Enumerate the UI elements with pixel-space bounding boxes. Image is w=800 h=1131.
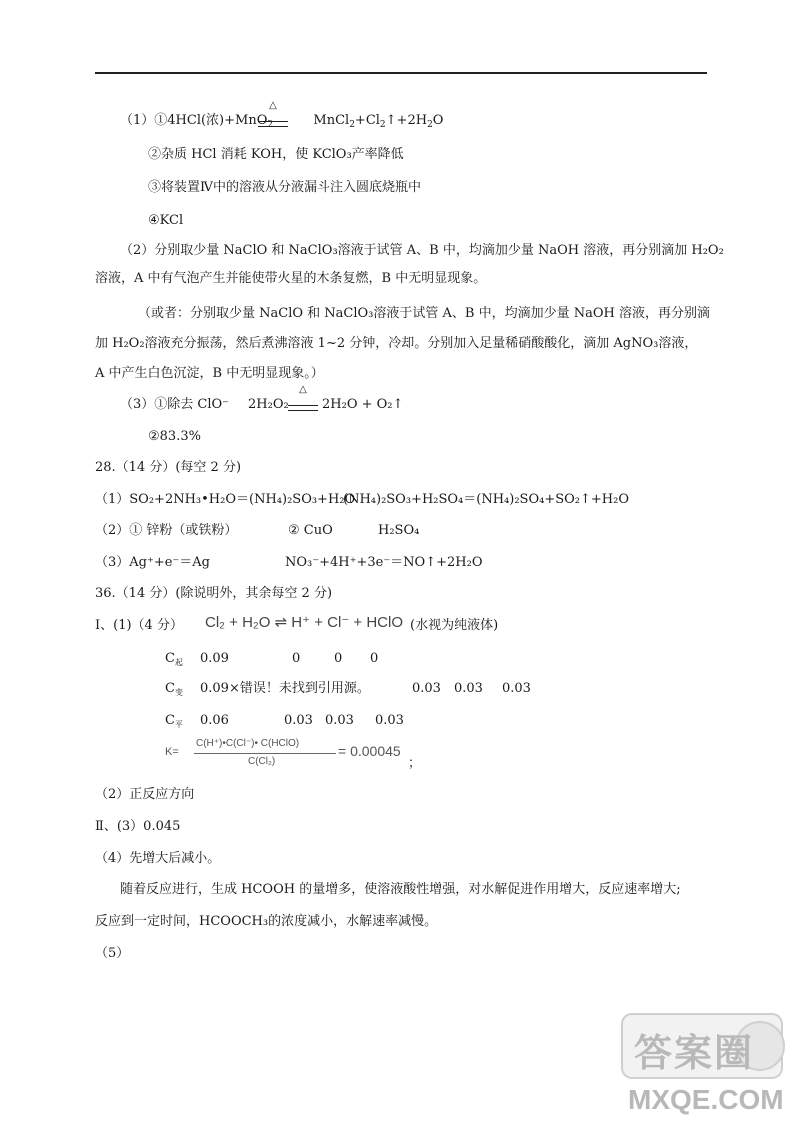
c-change-label: $C_变$ — [165, 681, 183, 697]
equilibrium-note: (水视为纯液体) — [410, 618, 499, 633]
answer-36-1-label: Ⅰ、(1)（4 分） — [95, 618, 183, 633]
k-value: = 0.00045 — [338, 743, 401, 759]
c-equilibrium-value: 0.03 — [375, 713, 404, 728]
heat-symbol: △ — [269, 100, 277, 111]
c-initial-value: 0 — [292, 651, 301, 666]
answer-28-1-eq-b: (NH₄)₂SO₃+H₂SO₄＝(NH₄)₂SO₄+SO₂↑+H₂O — [343, 492, 629, 507]
c-initial-label: $C_起$ — [165, 651, 183, 667]
k-fraction-bar — [194, 753, 336, 754]
answer-2-alt-line-2: 加 H₂O₂溶液充分振荡，然后煮沸溶液 1~2 分钟，冷却。分别加入足量稀硝酸酸化，滴加 AgNO₃溶液， — [95, 336, 698, 351]
answer-2-line-1: （2）分别取少量 NaClO 和 NaClO₃溶液于试管 A、B 中，均滴加少量 NaOH 溶液，再分别滴加 H₂O₂ — [120, 243, 724, 258]
c-equilibrium-value: 0.06 — [200, 713, 229, 728]
k-label: K= — [165, 746, 179, 758]
answer-1-4: ④KCl — [148, 213, 184, 228]
eq-part: ↑+2H — [385, 113, 428, 128]
c-equilibrium-value: 0.03 — [325, 713, 354, 728]
eq-part: （1）①4HCl(浓)+MnO — [120, 113, 268, 128]
equilibrium-equation: Cl₂ + H₂O ⇌ H⁺ + Cl⁻ + HClO — [205, 614, 403, 631]
answer-28-2-a: （2）① 锌粉（或铁粉） — [95, 523, 238, 538]
answer-2-line-2: 溶液，A 中有气泡产生并能使带火星的木条复燃，B 中无明显现象。 — [95, 271, 487, 286]
question-36-header: 36.（14 分）(除说明外，其余每空 2 分) — [95, 586, 333, 601]
k-denominator: C(Cl₂) — [248, 756, 276, 767]
c-change-value: 0.09×错误！未找到引用源。 — [200, 681, 370, 696]
answer-28-2-b: ② CuO — [288, 523, 333, 538]
answer-36-4: （4）先增大后减小。 — [95, 851, 221, 866]
eq-part: +Cl — [354, 113, 380, 128]
watermark-top-text: 答案圈 — [634, 1033, 755, 1075]
answer-3-2: ②83.3% — [148, 429, 201, 444]
answer-3-1-text: （3）①除去 ClO⁻ — [120, 397, 230, 412]
answer-36-4-explanation-2: 反应到一定时间，HCOOCH₃的浓度减小，水解速率减慢。 — [95, 914, 438, 929]
answer-3-1-product: 2H₂O + O₂↑ — [322, 397, 404, 412]
c-change-value: 0.03 — [502, 681, 531, 696]
watermark-bottom-text: MXQE.COM — [628, 1084, 784, 1115]
c-equilibrium-value: 0.03 — [284, 713, 313, 728]
answer-1-3: ③将装置Ⅳ中的溶液从分液漏斗注入圆底烧瓶中 — [148, 180, 421, 195]
watermark-logo — [620, 1010, 790, 1120]
answer-36-4-explanation-1: 随着反应进行，生成 HCOOH 的量增多，使溶液酸性增强，对水解促进作用增大，反应速率增大; — [120, 882, 681, 897]
answer-36-2: （2）正反应方向 — [95, 787, 195, 802]
c-equilibrium-label: $C_平$ — [165, 713, 183, 729]
eq-part: MnCl — [313, 113, 350, 128]
equals-bar — [258, 121, 288, 127]
answer-28-2-c: H₂SO₄ — [378, 523, 420, 538]
answer-28-3-a: （3）Ag⁺+e⁻＝Ag — [95, 555, 211, 570]
answer-36-5: （5） — [95, 946, 130, 961]
equals-bar — [288, 405, 318, 411]
eq-part: O — [432, 113, 444, 128]
answer-28-1-eq-a: （1）SO₂+2NH₃•H₂O＝(NH₄)₂SO₃+H₂O — [95, 492, 356, 507]
c-change-value: 0.03 — [454, 681, 483, 696]
header-rule — [95, 72, 707, 74]
answer-36-3: Ⅱ、(3）0.045 — [95, 819, 181, 834]
c-change-value: 0.03 — [412, 681, 441, 696]
answer-3-1-reactant: 2H₂O₂ — [248, 397, 289, 412]
answer-2-alt-line-3: A 中产生白色沉淀，B 中无明显现象。） — [95, 366, 324, 381]
k-semicolon: ； — [408, 756, 422, 771]
c-initial-value: 0.09 — [200, 651, 229, 666]
answer-1-2: ②杂质 HCl 消耗 KOH，使 KClO₃产率降低 — [148, 147, 404, 162]
answer-2-alt-line-1: （或者：分别取少量 NaClO 和 NaClO₃溶液于试管 A、B 中，均滴加少量 NaOH 溶液，再分别滴 — [138, 306, 710, 321]
k-numerator: C(H⁺)•C(Cl⁻)• C(HClO) — [196, 738, 300, 749]
answer-28-3-b: NO₃⁻+4H⁺+3e⁻＝NO↑+2H₂O — [285, 555, 483, 570]
c-initial-value: 0 — [334, 651, 343, 666]
question-28-header: 28.（14 分）(每空 2 分) — [95, 460, 242, 475]
c-initial-value: 0 — [370, 651, 379, 666]
heat-symbol: △ — [299, 384, 307, 395]
answer-1-1-equation: （1）①4HCl(浓)+MnO$_2$ $MnCl_2+Cl_2↑+2H_2O$ — [120, 113, 444, 130]
